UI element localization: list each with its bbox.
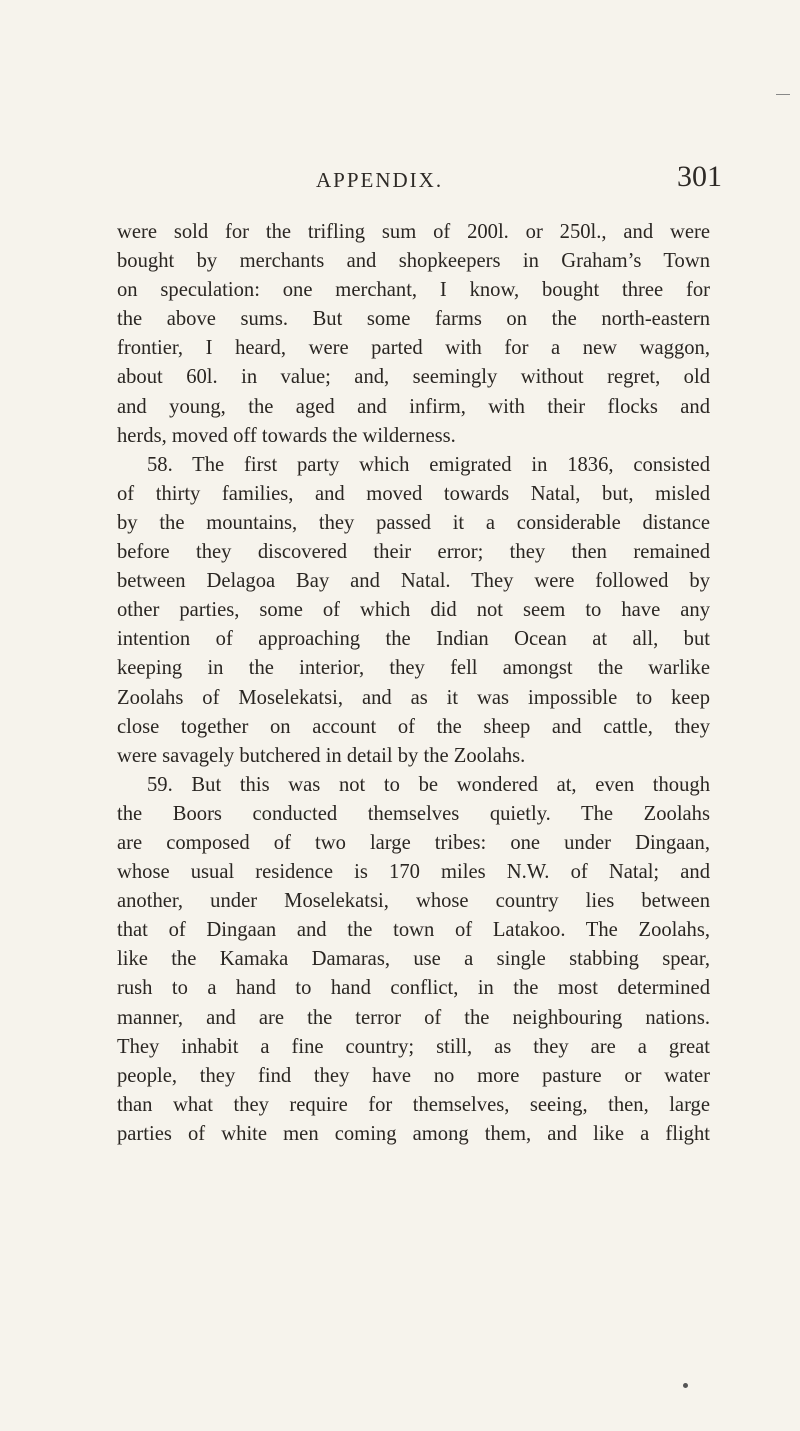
text-line: close together on account of the sheep and cattle, they bbox=[117, 715, 710, 738]
text-line: intention of approaching the Indian Ocean at all, but bbox=[117, 628, 710, 651]
text-line: herds, moved off towards the wilderness. bbox=[117, 424, 456, 447]
text-line: another, under Moselekatsi, whose country lies between bbox=[117, 890, 710, 913]
text-line: frontier, I heard, were parted with for a new waggon, bbox=[117, 337, 710, 360]
text-line: people, they find they have no more pasture or water bbox=[117, 1064, 710, 1087]
text-line: by the mountains, they passed it a considerable distance bbox=[117, 511, 710, 534]
text-line: are composed of two large tribes: one under Dingaan, bbox=[117, 831, 710, 854]
text-line: about 60l. in value; and, seemingly without regret, old bbox=[117, 366, 710, 389]
text-line: keeping in the interior, they fell amongst the warlike bbox=[117, 657, 710, 680]
paragraph-58-start: 58. The first party which emigrated in 1836, consisted bbox=[147, 453, 710, 476]
text-line: the Boors conducted themselves quietly. The Zoolahs bbox=[117, 802, 710, 825]
text-line: of thirty families, and moved towards Natal, but, misled bbox=[117, 482, 710, 505]
text-line: bought by merchants and shopkeepers in Graham’s Town bbox=[117, 250, 710, 273]
text-line: were sold for the trifling sum of 200l. or 250l., and were bbox=[117, 221, 710, 243]
text-line: before they discovered their error; they then remained bbox=[117, 541, 710, 564]
text-line: They inhabit a fine country; still, as they are a great bbox=[117, 1035, 710, 1058]
text-line: like the Kamaka Damaras, use a single stabbing spear, bbox=[117, 948, 710, 971]
running-head: APPENDIX. bbox=[316, 168, 444, 192]
text-line: were savagely butchered in detail by the Zoolahs. bbox=[117, 744, 526, 767]
page-mark bbox=[776, 94, 790, 95]
text-line: Zoolahs of Moselekatsi, and as it was impossible to keep bbox=[117, 686, 710, 709]
page-header bbox=[0, 160, 800, 200]
ink-speck bbox=[683, 1383, 688, 1388]
text-line: on speculation: one merchant, I know, bought three for bbox=[117, 279, 710, 302]
text-line: rush to a hand to hand conflict, in the most determined bbox=[117, 977, 710, 1000]
text-line: parties of white men coming among them, and like a flight bbox=[117, 1122, 710, 1145]
page-number: 301 bbox=[677, 160, 722, 193]
text-line: and young, the aged and infirm, with their flocks and bbox=[117, 395, 710, 418]
text-line: than what they require for themselves, seeing, then, large bbox=[117, 1093, 710, 1116]
paragraph-59-start: 59. But this was not to be wondered at, even though bbox=[147, 773, 710, 796]
text-line: that of Dingaan and the town of Latakoo. The Zoolahs, bbox=[117, 919, 710, 942]
text-line: the above sums. But some farms on the north-eastern bbox=[117, 308, 710, 331]
text-line: other parties, some of which did not seem to have any bbox=[117, 599, 710, 622]
body-text bbox=[117, 218, 710, 1149]
text-line: whose usual residence is 170 miles N.W. of Natal; and bbox=[117, 861, 710, 884]
text-line: between Delagoa Bay and Natal. They were followed by bbox=[117, 570, 710, 593]
text-line: manner, and are the terror of the neighbouring nations. bbox=[117, 1006, 710, 1029]
